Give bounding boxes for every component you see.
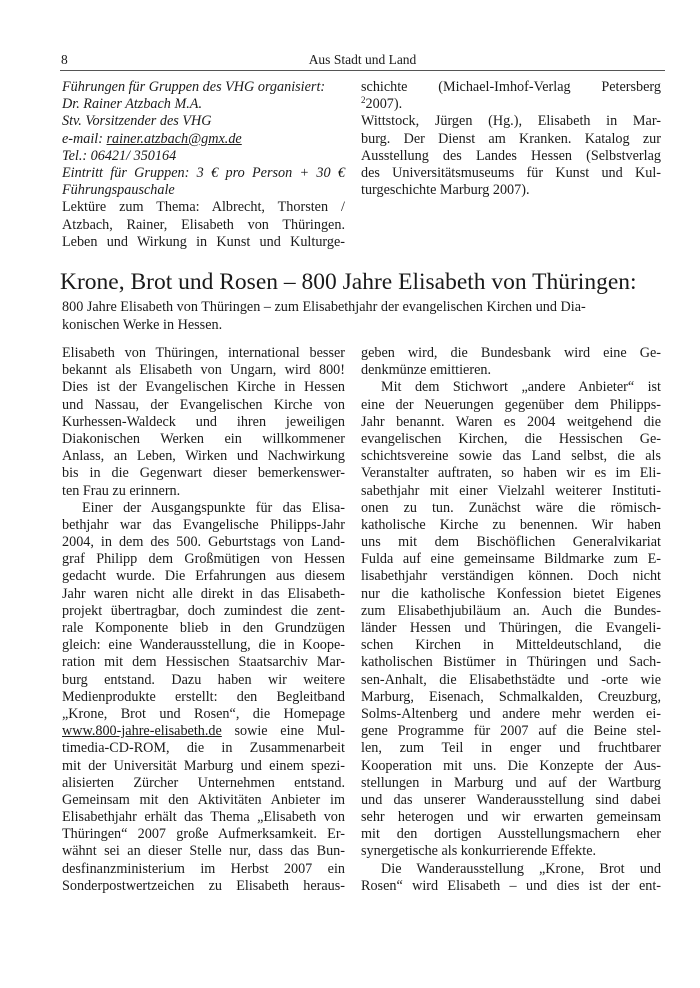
text-line: desfinanzministerium im Herbst 2007 ein (62, 860, 345, 877)
text-line: bis in die Gegenwart dieser bemerkenswer- (62, 465, 345, 482)
reading-line: turgeschichte Marburg 2007). (361, 182, 530, 199)
reading-list-continued (361, 79, 661, 199)
text-line: rale Komponente blieb in den Grundzügen (62, 620, 345, 636)
reading-line: Wittstock, Jürgen (Hg.), Elisabeth in Mar- (361, 113, 661, 130)
reading-line: Lektüre zum Thema: Albrecht, Thorsten / (62, 199, 345, 216)
text-line: Jahr benannt. Waren es 2004 weitgehend die (361, 413, 661, 430)
article-subtitle (62, 298, 622, 334)
text-line: uns mit dem Bischöflichen Generalvikariat (361, 534, 661, 551)
text-line: eine der Neuerungen gegenüber dem Philipps- (361, 396, 661, 413)
text-line: bekannt als Elisabeth von Ungarn, wird 800! (62, 362, 345, 379)
text-line: gedacht wurde. Die Erfahrungen aus diesem (62, 568, 345, 585)
text-line: sen-Anhalt, die Elisabethstädte und -orte wie (361, 671, 661, 688)
reading-line: Atzbach, Rainer, Elisabeth von Thüringen. (62, 216, 345, 233)
text-line: gene Programme für 2007 auf die Beine stel- (361, 723, 661, 740)
text-line: graf Philipp dem Großmütigen von Hessen (62, 551, 345, 568)
text-line: mit der Universität Marburg und einem spezi- (62, 757, 345, 774)
text-line: katholischen Bistümer in Thüringen und Sach- (361, 654, 661, 671)
text-line: stellungen in Marburg und auf der Wartburg (361, 774, 661, 791)
reading-line: Leben und Wirkung in Kunst und Kulturge- (62, 233, 345, 250)
article-title: Krone, Brot und Rosen – 800 Jahre Elisabeth von Thüringen: (60, 269, 637, 295)
text-line: schen Kirchen in Mitteldeutschland, die (361, 637, 661, 654)
text-line: Die Wanderausstellung „Krone, Brot und (381, 860, 661, 877)
text-line: 2004, in dem des 500. Geburtstags von Land- (62, 534, 345, 551)
text-line: gleich: eine Wanderausstellung, die in Koope- (62, 637, 345, 654)
reading-line: Ausstellung des Landes Hessen (Selbstverlag (361, 147, 661, 164)
text-line: Elisabethjahr erhält das Thema „Elisabeth von (62, 809, 345, 826)
text-line: synergetische als konkurrierende Effekte. (361, 843, 597, 860)
text-line: wähnt sei an dieser Stelle nur, dass das Bun- (62, 843, 345, 860)
text-line: Veranstalter auftraten, so haben wir es im Eli- (361, 465, 661, 482)
text-line: Einer der Ausgangspunkte für das Elisa- (82, 499, 345, 516)
info-column (62, 79, 345, 251)
text-line: timedia-CD-ROM, die in Zusammenarbeit (62, 740, 345, 757)
subtitle-line: 800 Jahre Elisabeth von Thüringen – zum Elisabethjahr der evangelischen Kirchen und Dia- (62, 299, 586, 315)
paragraph (62, 500, 345, 723)
article-left-column (62, 345, 345, 895)
text-line: schichtsvereine sowie das Land selbst, die als (361, 448, 661, 465)
text-line: Rosen“ wird Elisabeth – und dies ist der ent- (361, 877, 661, 894)
text-line: geben wird, die Bundesbank wird eine Ge- (361, 345, 661, 361)
text-line: Elisabeth von Thüringen, international besser (62, 345, 345, 361)
text-line: Anlass, an Leben, Wirken und Nachwirkung (62, 448, 345, 465)
text-line: mit den dortigen Ausstellungsmachern eher (361, 826, 661, 843)
paragraph-continued (361, 345, 661, 379)
text-line: Kooperation mit uns. Die Konzepte der Aus- (361, 757, 661, 774)
text-line: Kurhessen-Waldeck und ihren jeweiligen (62, 413, 345, 430)
text-line: onen zu tun. Zunächst wäre die römisch- (361, 499, 661, 516)
fee-line: Eintritt für Gruppen: 3 € pro Person + 30 € (62, 164, 345, 181)
paragraph (361, 379, 661, 860)
text-line: Sonderpostwertzeichen zu Elisabeth heraus- (62, 877, 345, 894)
text-line: ten Frau zu erinnern. (62, 482, 181, 499)
text-line: nur die katholische Konfession bietet Eigenes (361, 585, 661, 602)
email-link[interactable]: rainer.atzbach@gmx.de (106, 130, 242, 147)
info-line: Führungen für Gruppen des VHG organisiert: (62, 79, 326, 95)
running-header (60, 52, 665, 71)
page-number: 8 (61, 52, 68, 67)
text-line: Dies ist der Evangelischen Kirche in Hessen (62, 379, 345, 396)
text-line: Thüringen“ 2007 große Aufmerksamkeit. Er- (62, 826, 345, 843)
text-line: burg entstand. Dazu haben wir weitere (62, 671, 345, 688)
text-line: bethjahr war das Evangelische Philipps-Jahr (62, 516, 345, 533)
subtitle-line: konischen Werke in Hessen. (62, 317, 223, 333)
text-line: Medienprodukte erstellt: den Begleitband (62, 688, 345, 705)
paragraph (361, 861, 661, 895)
text-line: Fulda auf eine gemeinsame Bildmarke zum E- (361, 551, 661, 568)
text-line: lisabethjahr verständigen können. Doch nicht (361, 568, 661, 585)
text-line: alisierten Zürcher Unternehmen entstand. (62, 774, 345, 791)
info-line: Stv. Vorsitzender des VHG (62, 113, 212, 130)
text-line: denkmünze emittieren. (361, 362, 492, 379)
text-line: Diakonischen Werken ein willkommener (62, 430, 345, 447)
homepage-link[interactable]: www.800-jahre-elisabeth.de (62, 723, 222, 740)
reading-line: schichte (Michael-Imhof-Verlag Petersberg (361, 79, 661, 95)
text-line: projekt übertragbar, doch zumindest die zent- (62, 602, 345, 619)
text-line: „Krone, Brot und Rosen“, die Homepage (62, 705, 345, 722)
running-title: Aus Stadt und Land (308, 52, 417, 67)
text-line: evangelischen Kirchen, die Hessischen Ge- (361, 430, 661, 447)
reading-year: 2007). (365, 96, 403, 113)
text-line: Gemeinsam mit den Aktivitäten Anbieter im (62, 791, 345, 808)
text-line: und das unserer Wanderausstellung sind dabei (361, 791, 661, 808)
text-line: länder Hessen und Thüringen, die Evangeli- (361, 620, 661, 636)
email-line (62, 131, 345, 148)
text-line: ration mit dem Hessischen Staatsarchiv Mar- (62, 654, 345, 671)
text-line: zum Elisabethjubiläum an. Auch die Bundes- (361, 602, 661, 619)
reading-line: des Universitätsmuseums für Kunst und Kul- (361, 164, 661, 181)
reading-line: burg. Der Dienst am Kranken. Katalog zur (361, 130, 661, 147)
text-line: len, zum Teil in enger und fruchtbarer (361, 740, 661, 757)
text-line: katholische Kirche zu benennen. Wir haben (361, 516, 661, 533)
homepage-line (62, 723, 345, 740)
text-line: und Nassau, der Evangelischen Kirche von (62, 396, 345, 413)
homepage-after: sowie eine Mul- (221, 723, 345, 740)
fee-line: Führungspauschale (62, 182, 175, 199)
edition-superscript: 2 (361, 95, 366, 106)
article-right-column (361, 345, 661, 895)
paragraph-continued (62, 740, 345, 895)
paragraph (62, 345, 345, 500)
info-line: Dr. Rainer Atzbach M.A. (62, 96, 203, 113)
text-line: Mit dem Stichwort „andere Anbieter“ ist (381, 379, 661, 396)
text-line: Solms-Altenberg und andere mehr werden ei- (361, 705, 661, 722)
text-line: sabethjahr mit einer Vielzahl weiterer Instituti- (361, 482, 661, 499)
email-label: e-mail: (62, 130, 107, 147)
text-line: Marburg, Eisenach, Schmalkalden, Creuzburg, (361, 688, 661, 705)
text-line: Jahr waren nicht alle direkt in das Elisabeth- (62, 585, 345, 602)
reading-line (361, 96, 661, 113)
phone-line: Tel.: 06421/ 350164 (62, 147, 177, 164)
text-line: sehr heterogen und wir erwarten gemeinsam (361, 809, 661, 826)
